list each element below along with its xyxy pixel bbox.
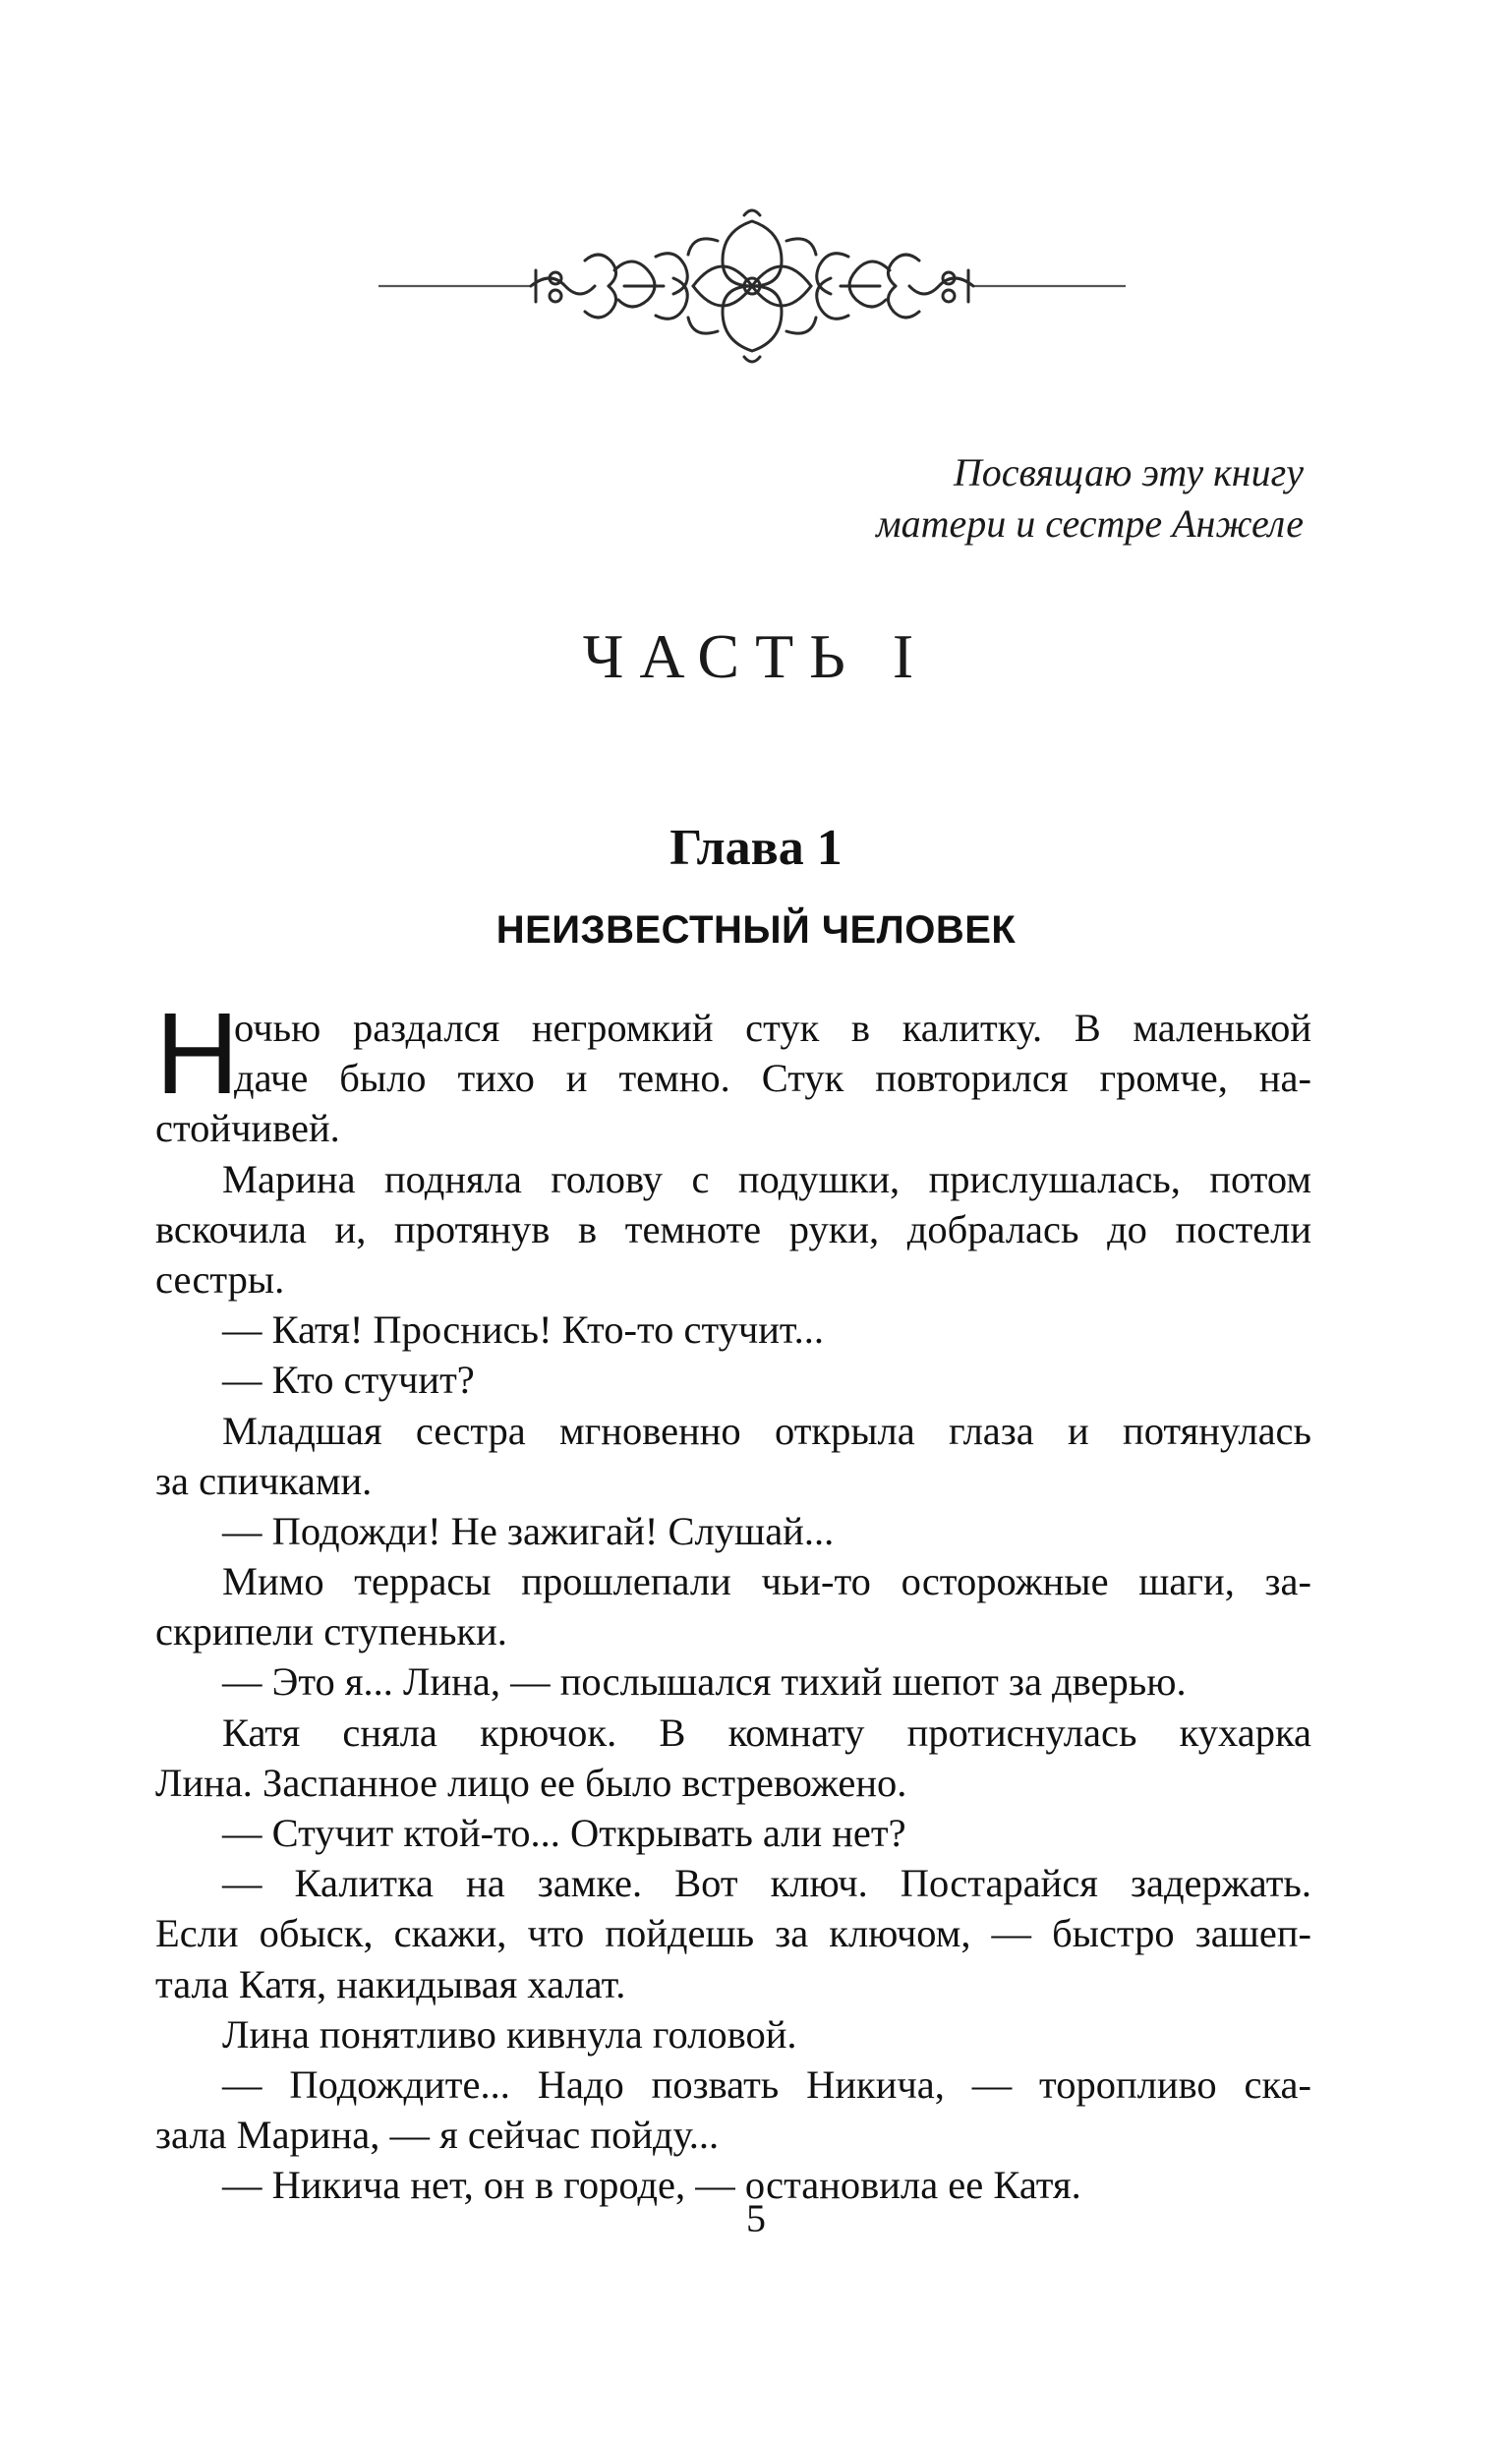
text-line: вскочила и, протянув в темноте руки, добралась до постели — [155, 1206, 1311, 1251]
text-line: Катя сняла крючок. В комнату протиснулась кухарка — [222, 1710, 1311, 1755]
text-line: — Стучит ктой-то... Открывать али нет? — [222, 1811, 906, 1855]
text-line: — Кто стучит? — [222, 1358, 475, 1403]
text-line: — Катя! Проснись! Кто-то стучит... — [222, 1307, 824, 1353]
dedication — [615, 447, 1304, 550]
text-line: стойчивей. — [155, 1106, 340, 1151]
text-line: — Калитка на замке. Вот ключ. Постарайся задержать. — [222, 1861, 1311, 1906]
chapter-title: НЕИЗВЕСТНЫЙ ЧЕЛОВЕК — [495, 908, 1017, 952]
text-line: зала Марина, — я сейчас пойду... — [155, 2113, 720, 2158]
text-line: за спичками. — [155, 1458, 373, 1503]
text-line: тала Катя, накидывая халат. — [155, 1961, 626, 2006]
dedication-line-2: матери и сестре Анжеле — [876, 501, 1304, 546]
dedication-line-1: Посвящаю эту книгу — [953, 450, 1304, 494]
text-line: — Подожди! Не зажигай! Слушай... — [222, 1508, 835, 1553]
text-line: сестры. — [155, 1256, 285, 1302]
text-line: Младшая сестра мгновенно открыла глаза и потянулась — [222, 1408, 1311, 1453]
text-line: очью раздался негромкий стук в калитку. В маленькой — [234, 1006, 1311, 1050]
text-line: — Подождите... Надо позвать Никича, — торопливо ска- — [222, 2061, 1311, 2107]
text-line: Лина понятливо кивнула головой. — [222, 2011, 797, 2057]
text-line: — Никича нет, он в городе, — остановила ее Катя. — [222, 2163, 1081, 2208]
drop-cap: Н — [155, 989, 240, 1119]
page-number: 5 — [746, 2196, 766, 2240]
decorative-vignette-icon — [378, 202, 1126, 378]
text-line: Лина. Заспанное лицо ее было встревожено. — [155, 1760, 907, 1805]
part-title: ЧАСТЬ I — [582, 621, 930, 691]
chapter-number: Глава 1 — [669, 820, 843, 876]
chapter-body — [155, 989, 1311, 2211]
text-line: даче было тихо и темно. Стук повторился громче, на- — [234, 1056, 1311, 1101]
text-line: скрипели ступеньки. — [155, 1609, 507, 1654]
text-line: Марина подняла голову с подушки, прислушалась, потом — [222, 1156, 1311, 1201]
text-line: — Это я... Лина, — послышался тихий шепот за дверью. — [222, 1659, 1187, 1705]
text-line: Мимо террасы прошлепали чьи-то осторожные шаги, за- — [222, 1559, 1311, 1604]
text-line: Если обыск, скажи, что пойдешь за ключом, — быстро зашеп- — [155, 1911, 1311, 1956]
